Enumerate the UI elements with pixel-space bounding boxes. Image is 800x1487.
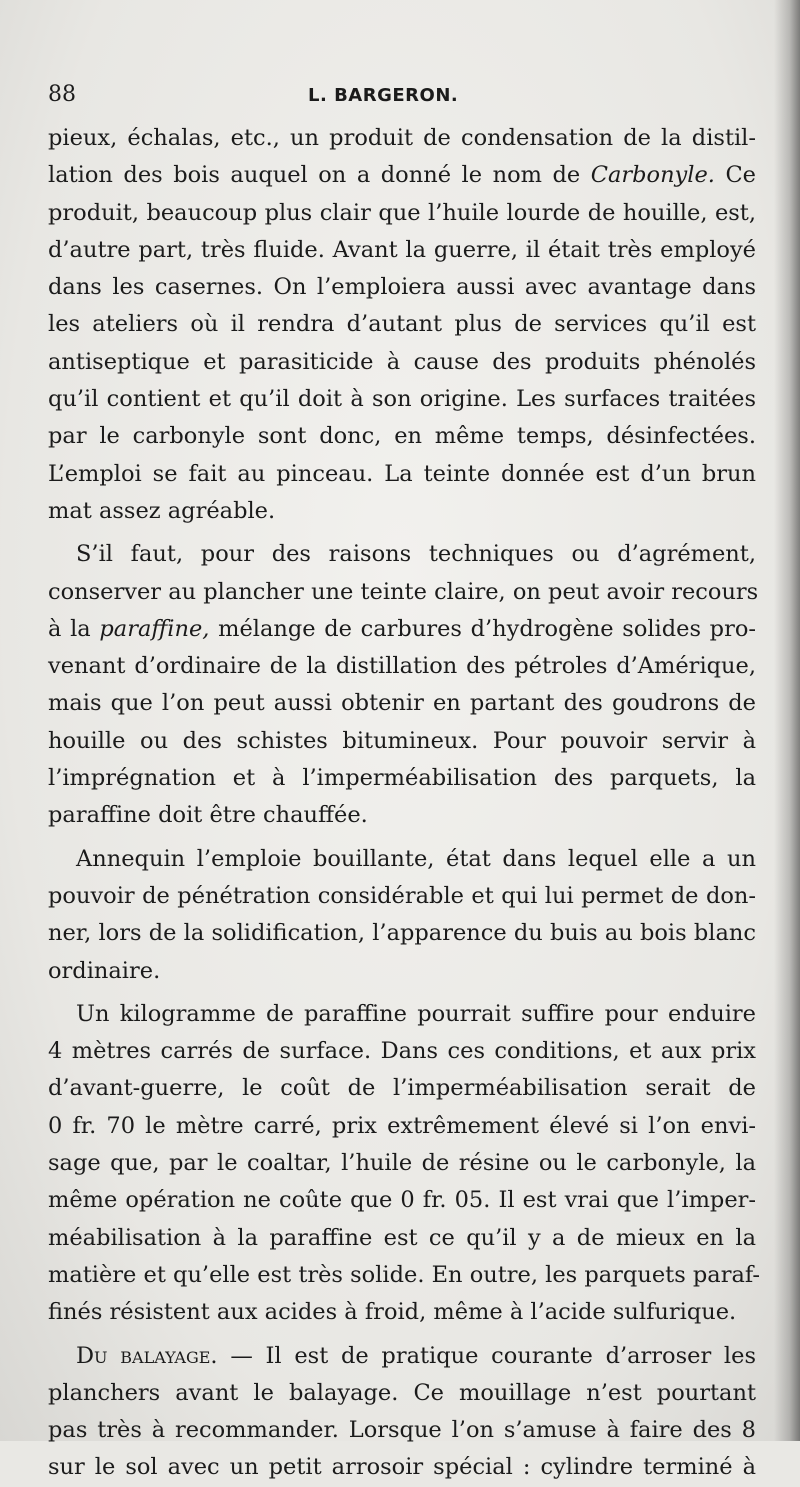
text-line: mais que l’on peut aussi obtenir en partant des goudrons de [48, 690, 756, 717]
text-line: 0 fr. 70 le mètre carré, prix extrêmement élevé si l’on envi- [48, 1112, 756, 1139]
text-line: 4 mètres carrés de surface. Dans ces conditions, et aux prix [48, 1038, 756, 1065]
text-segment: — Il est de pratique courante d’arroser les [217, 1342, 756, 1369]
text-line: paraffine doit être chauffée. [48, 802, 368, 829]
text-line: S’il faut, pour des raisons techniques ou d’agrément, [76, 541, 756, 568]
body-text [48, 120, 761, 1487]
text-line: Annequin l’emploie bouillante, état dans lequel elle a un [76, 845, 756, 872]
paragraph [48, 536, 759, 834]
page-header [48, 82, 748, 116]
text-line: pouvoir de pénétration considérable et qui lui permet de don- [48, 882, 756, 909]
text-line: finés résistent aux acides à froid, même à l’acide sulfurique. [48, 1299, 737, 1326]
text-line: dans les casernes. On l’emploiera aussi avec avantage dans [48, 274, 756, 301]
text-line: pieux, échalas, etc., un produit de condensation de la distil- [48, 125, 756, 151]
running-head: L. BARGERON. [308, 85, 459, 106]
text-line [48, 611, 756, 648]
text-line: antiseptique et parasiticide à cause des produits phénolés [48, 348, 756, 375]
text-line [48, 1338, 756, 1375]
paragraph [48, 120, 756, 530]
text-line: L’emploi se fait au pinceau. La teinte donnée est d’un brun [48, 460, 756, 487]
text-segment: Ce [714, 162, 756, 189]
page-number: 88 [48, 82, 76, 107]
text-line: sur le sol avec un petit arrosoir spécial : cylindre terminé à [48, 1454, 756, 1481]
section-heading: Du balayage. [76, 1342, 218, 1369]
text-line: conserver au plancher une teinte claire, on peut avoir recours [48, 578, 759, 605]
italic-term: paraffine, [99, 615, 210, 642]
text-line: produit, beaucoup plus clair que l’huile lourde de houille, est, [48, 199, 756, 226]
text-line: houille ou des schistes bitumineux. Pour pouvoir servir à [48, 727, 756, 754]
text-line: d’autre part, très fluide. Avant la guerre, il était très employé [48, 236, 756, 263]
text-line: d’avant-guerre, le coût de l’imperméabilisation serait de [48, 1075, 756, 1102]
text-line: qu’il contient et qu’il doit à son origine. Les surfaces traitées [48, 386, 756, 413]
text-line: Un kilogramme de paraffine pourrait suffire pour enduire [76, 1000, 756, 1027]
paragraph [48, 996, 761, 1332]
text-segment: à la [48, 615, 100, 642]
text-line: sage que, par le coaltar, l’huile de résine ou le carbonyle, la [48, 1150, 756, 1177]
text-line: par le carbonyle sont donc, en même temps, désinfectées. [48, 423, 756, 450]
paragraph [48, 841, 756, 990]
binding-edge-shadow [774, 0, 800, 1441]
text-line: ordinaire. [48, 957, 161, 984]
text-line: matière et qu’elle est très solide. En outre, les parquets paraf- [48, 1261, 761, 1288]
text-segment: mélange de carbures d’hydrogène solides pro- [209, 615, 756, 642]
text-line: les ateliers où il rendra d’autant plus de services qu’il est [48, 311, 756, 338]
text-line: mat assez agréable. [48, 497, 276, 524]
text-line: pas très à recommander. Lorsque l’on s’amuse à faire des 8 [48, 1417, 756, 1444]
text-line: même opération ne coûte que 0 fr. 05. Il est vrai que l’imper- [48, 1187, 756, 1214]
text-segment: lation des bois auquel on a donné le nom de [48, 162, 591, 189]
paragraph [48, 1338, 756, 1487]
text-line [48, 157, 756, 194]
text-line: méabilisation à la paraffine est ce qu’il y a de mieux en la [48, 1224, 756, 1251]
text-line: planchers avant le balayage. Ce mouillage n’est pourtant [48, 1379, 756, 1406]
text-line: l’imprégnation et à l’imperméabilisation des parquets, la [48, 765, 756, 792]
text-line: ner, lors de la solidification, l’apparence du buis au bois blanc [48, 920, 756, 947]
italic-term: Carbonyle. [590, 162, 715, 189]
text-line: venant d’ordinaire de la distillation des pétroles d’Amérique, [48, 653, 756, 680]
